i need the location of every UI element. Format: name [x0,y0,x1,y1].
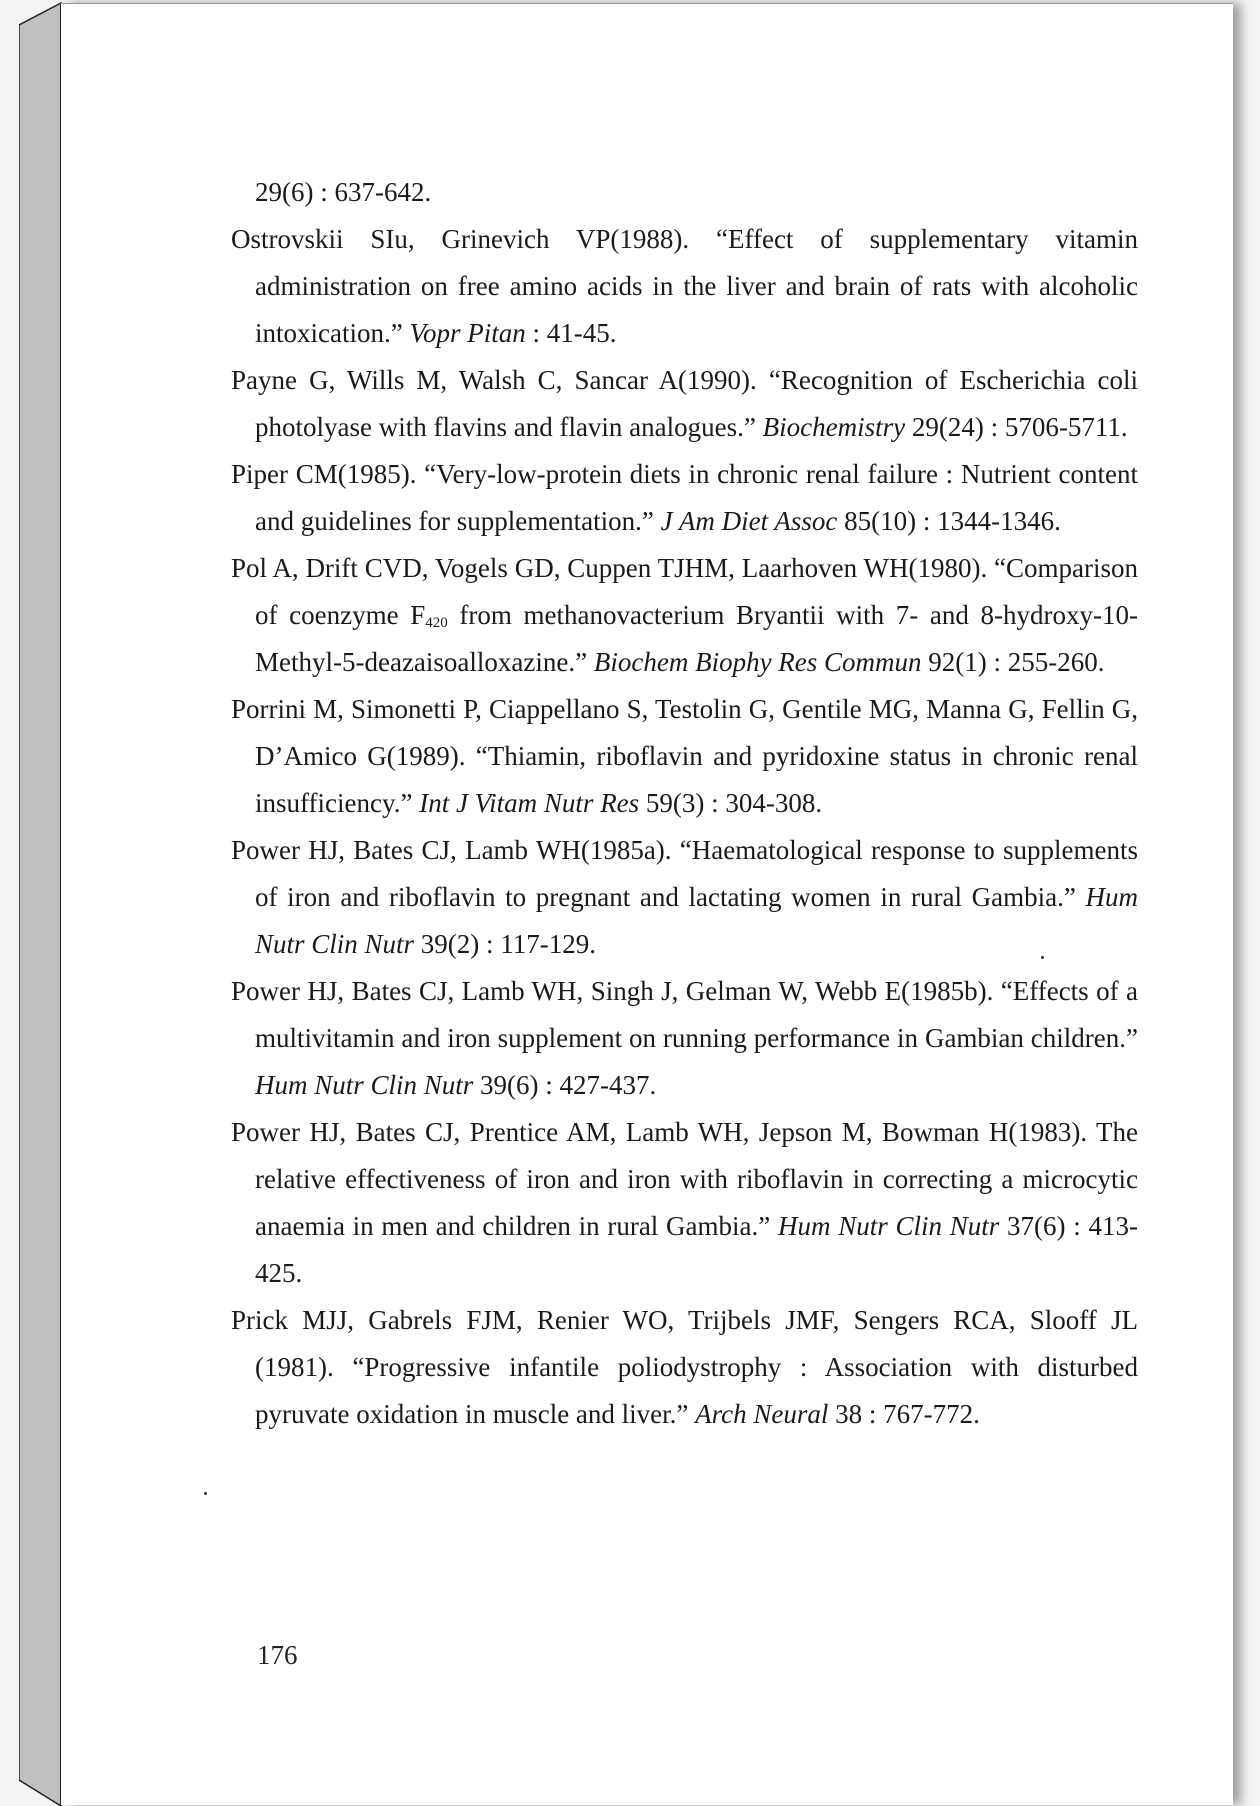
reference-text: Prick MJJ, Gabrels FJM, Renier WO, Trijbels JMF, Sengers RCA, Slooff JL (1981). “Progressive infantile poliodystrophy : Association with disturbed pyruvate oxidation in muscle and liver.” [231,1305,1138,1429]
reference-entry [231,968,1138,1109]
reference-continuation: 29(6) : 637-642. [255,177,432,207]
journal-name: Arch Neural [695,1399,829,1429]
journal-name: Vopr Pitan [409,318,526,348]
reference-text: : 41-45. [525,318,617,348]
reference-text: 38 : 767-772. [828,1399,980,1429]
reference-text: Ostrovskii SIu, Grinevich VP(1988). “Effect of supplementary vitamin administration on free amino acids in the liver and brain of rats with alcoholic intoxication.” [231,224,1138,348]
reference-entry [231,1297,1138,1438]
reference-list [231,169,1138,1438]
reference-text: 59(3) : 304-308. [639,788,823,818]
reference-text: Pol A, Drift CVD, Vogels GD, Cuppen TJHM, Laarhoven WH(1980). “Comparison of coenzyme F [231,553,1138,630]
speck [1041,956,1044,959]
speck [204,1492,207,1495]
reference-text: 92(1) : 255-260. [921,647,1105,677]
reference-text: 39(6) : 427-437. [473,1070,657,1100]
journal-name: Biochem Biophy Res Commun [593,647,922,677]
book-page [60,3,1233,1805]
reference-text: 85(10) : 1344-1346. [837,506,1061,536]
journal-name: Int J Vitam Nutr Res [419,788,640,818]
reference-text: Power HJ, Bates CJ, Prentice AM, Lamb WH, Jepson M, Bowman H(1983). The relative effectiveness of iron and iron with riboflavin in correcting a microcytic anaemia in men and children in rural Gambia.” [231,1117,1138,1241]
reference-text: 39(2) : 117-129. [414,929,597,959]
book-spine [19,0,63,1806]
reference-entry [231,827,1138,968]
journal-name: Hum Nutr Clin Nutr [778,1211,1000,1241]
page-number: 176 [257,1640,298,1670]
reference-entry [231,357,1138,451]
reference-text: Payne G, Wills M, Walsh C, Sancar A(1990). “Recognition of Escherichia coli photolyase with flavins and flavin analogues.” [231,365,1138,442]
reference-text: Power HJ, Bates CJ, Lamb WH(1985a). “Haematological response to supplements of iron and riboflavin to pregnant and lactating women in rural Gambia.” [231,835,1138,912]
reference-text: 29(24) : 5706-5711. [905,412,1128,442]
reference-entry [231,1109,1138,1297]
reference-text: 37(6) : 413-425. [255,1211,1138,1288]
reference-entry [231,451,1138,545]
reference-text: Piper CM(1985). “Very-low-protein diets in chronic renal failure : Nutrient content and guidelines for supplementation.” [231,459,1138,536]
journal-name: J Am Diet Assoc [660,506,838,536]
reference-entry [231,216,1138,357]
journal-name: Hum Nutr Clin Nutr [255,1070,474,1100]
journal-name: Biochemistry [762,412,906,442]
journal-name: Hum Nutr Clin Nutr [255,882,1138,959]
reference-text: Power HJ, Bates CJ, Lamb WH, Singh J, Gelman W, Webb E(1985b). “Effects of a multivitamin and iron supplement on running performance in Gambian children.” [231,976,1138,1053]
reference-entry [231,686,1138,827]
reference-entry [231,545,1138,686]
reference-text: Porrini M, Simonetti P, Ciappellano S, Testolin G, Gentile MG, Manna G, Fellin G, D’Amico G(1989). “Thiamin, riboflavin and pyridoxine status in chronic renal insufficiency.” [231,694,1138,818]
subscript: 420 [425,615,448,631]
reference-text: from methanovacterium Bryantii with 7- and 8-hydroxy-10-Methyl-5-deazaisoalloxazine.” [255,600,1138,677]
